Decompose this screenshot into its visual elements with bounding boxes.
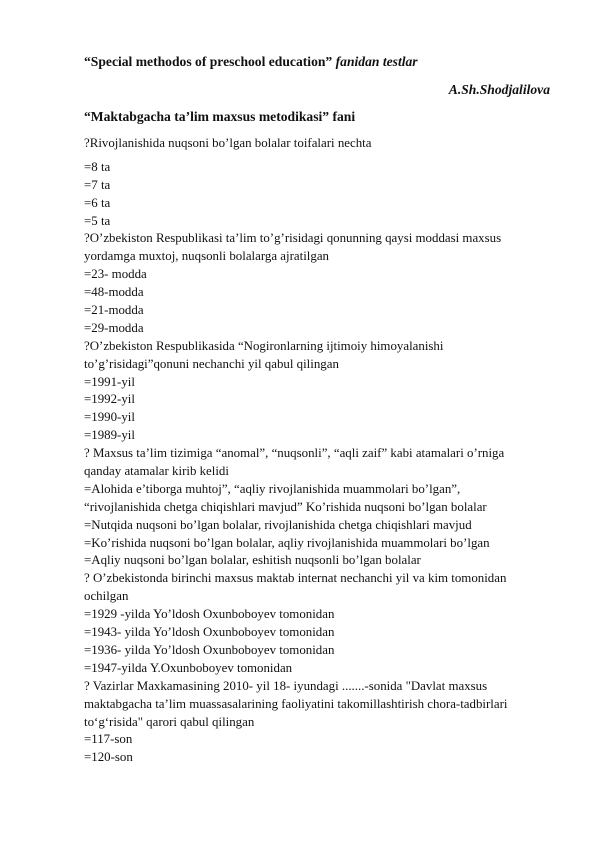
answer-option: =5 ta (84, 213, 111, 228)
title-main: “Special methodos of preschool education” (84, 54, 333, 69)
answer-option: =29-modda (84, 320, 144, 335)
answer-option: =1936- yilda Yo’ldosh Oxunboboyev tomonidan (84, 642, 335, 657)
answer-option: =1947-yilda Y.Oxunboboyev tomonidan (84, 660, 293, 675)
answer-option: =1990-yil (84, 410, 135, 425)
question-list (84, 135, 554, 767)
question-line: ? O’zbekistonda birinchi maxsus maktab internat nechanchi yil va kim tomonidan (84, 571, 507, 586)
answer-option: =48-modda (84, 285, 144, 300)
answer-option: =6 ta (84, 195, 111, 210)
answer-option: =8 ta (84, 159, 111, 174)
question-line: ochilgan (84, 589, 129, 604)
answer-option: =1989-yil (84, 428, 135, 443)
answer-option: =Aqliy nuqsoni bo’lgan bolalar, eshitish nuqsonli bo’lgan bolalar (84, 553, 421, 568)
question-line: maktabgacha ta’lim muassasalarining faoliyatini takomillashtirish chora-tadbirlari (84, 696, 508, 711)
question-line: “rivojlanishida chetga chiqishlari mavjud” Ko’rishida nuqsoni bo’lgan bolalar (84, 499, 487, 514)
answer-option: =1991-yil (84, 374, 135, 389)
answer-option: =21-modda (84, 303, 144, 318)
document-subtitle: “Maktabgacha ta’lim maxsus metodikasi” fani (84, 109, 356, 124)
answer-option: =Ko’rishida nuqsoni bo’lgan bolalar, aqliy rivojlanishida muammolari bo’lgan (84, 535, 490, 550)
answer-option: =117-son (84, 732, 133, 747)
answer-option: =Alohida e’tiborga muhtoj”, “aqliy rivojlanishida muammolari bo’lgan”, (84, 481, 461, 496)
question-line: ? Maxsus ta’lim tizimiga “anomal”, “nuqsonli”, “aqli zaif” kabi atamalari o’rniga (84, 446, 505, 461)
answer-option: =7 ta (84, 177, 111, 192)
question-line: yordamga muxtoj, nuqsonli bolalarga ajratilgan (84, 249, 329, 264)
question-line: qanday atamalar kirib kelidi (84, 464, 229, 479)
answer-option: =23- modda (84, 267, 147, 282)
question-line: ?O’zbekiston Respublikasi ta’lim to’g’risidagi qonunning qaysi moddasi maxsus (84, 231, 502, 246)
answer-option: =1943- yilda Yo’ldosh Oxunboboyev tomonidan (84, 625, 335, 640)
question-line: to’g’risidagi”qonuni nechanchi yil qabul qilingan (84, 356, 339, 371)
question-line: ?Rivojlanishida nuqsoni bo’lgan bolalar toifalari nechta (84, 136, 372, 150)
answer-option: =1929 -yilda Yo’ldosh Oxunboboyev tomonidan (84, 607, 335, 622)
answer-option: =1992-yil (84, 392, 135, 407)
question-line: to‘g‘risida" qarori qabul qilingan (84, 714, 255, 729)
answer-option: =120-son (84, 750, 133, 765)
answer-option: =Nutqida nuqsoni bo’lgan bolalar, rivojlanishida chetga chiqishlari mavjud (84, 517, 472, 532)
question-line: ?O’zbekiston Respublikasida “Nogironlarning ijtimoiy himoyalanishi (84, 338, 444, 353)
author-name: A.Sh.Shodjalilova (448, 82, 550, 97)
question-line: ? Vazirlar Maxkamasining 2010- yil 18- iyundagi .......-sonida "Davlat maxsus (84, 678, 488, 693)
title-suffix: fanidan testlar (335, 54, 418, 69)
document-title (84, 54, 418, 70)
